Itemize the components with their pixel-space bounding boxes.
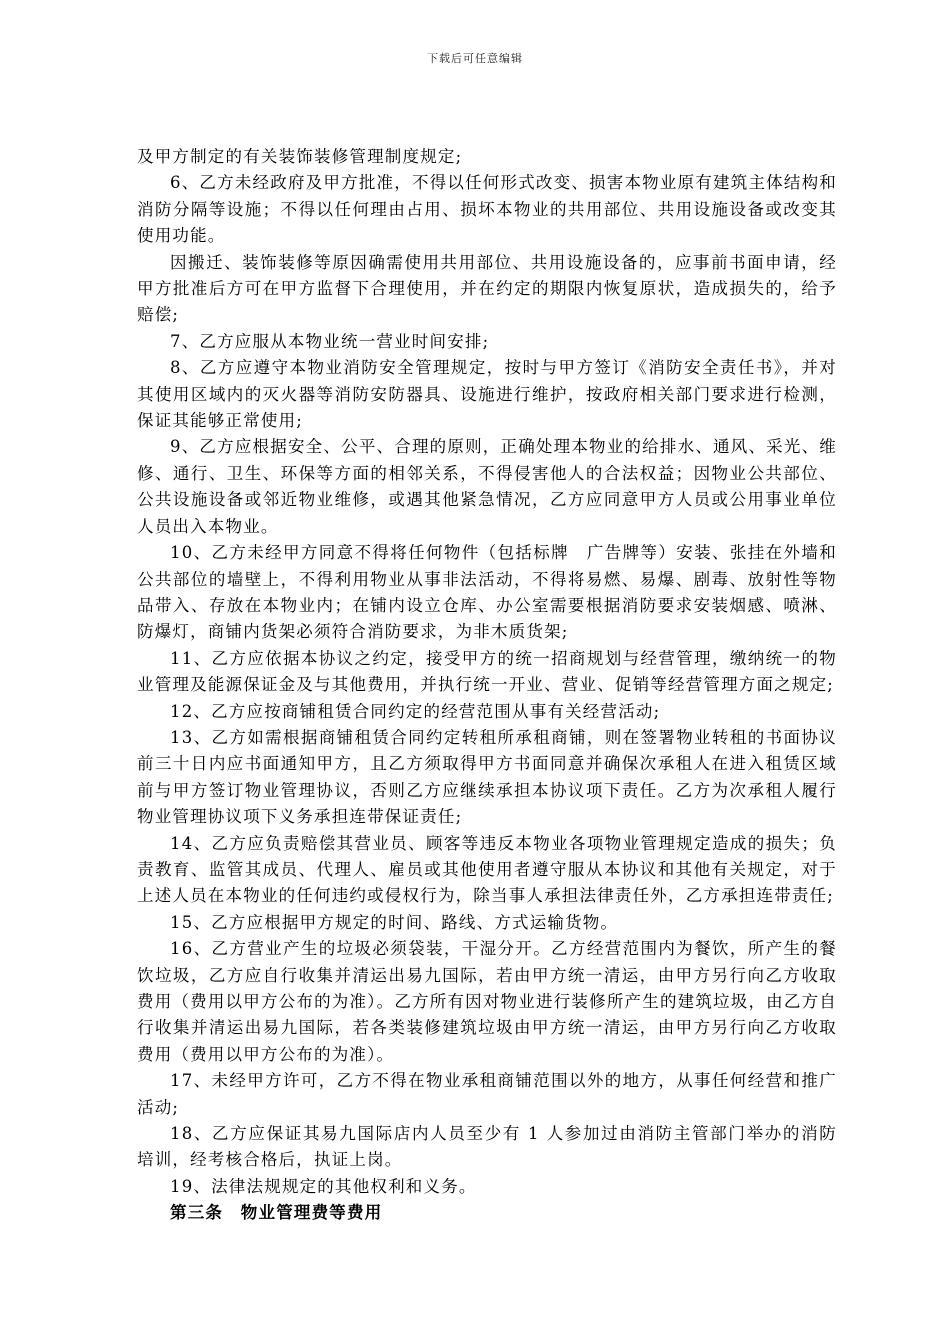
paragraph-clause-14: 14、乙方应负责赔偿其营业员、顾客等违反本物业各项物业管理规定造成的损失；负责教育、监管其成员、代理人、雇员或其他使用者遵守服从本协议和其他有关规定，对于上述人员在本物业的任何违约或侵权行为，除当事人承担法律责任外，乙方承担连带责任;	[137, 833, 837, 906]
paragraph-clause-15: 15、乙方应根据甲方规定的时间、路线、方式运输货物。	[170, 912, 619, 932]
paragraph-clause-7: 7、乙方应服从本物业统一营业时间安排;	[170, 331, 490, 351]
paragraph-clause-13: 13、乙方如需根据商铺租赁合同约定转租所承租商铺，则在签署物业转租的书面协议前三十日内应书面通知甲方，且乙方须取得甲方书面同意并确保次承租人在进入租赁区域前与甲方签订物业管理协议，否则乙方应继续承担本协议项下责任。乙方为次承租人履行物业管理协议项下义务承担连带保证责任;	[137, 727, 837, 827]
paragraph-clause-12: 12、乙方应按商铺租赁合同约定的经营范围从事有关经营活动;	[170, 701, 661, 721]
paragraph-clause-11: 11、乙方应依据本协议之约定，接受甲方的统一招商规划与经营管理，缴纳统一的物业管理及能源保证金及与其他费用，并执行统一开业、营业、促销等经营管理方面之规定;	[137, 648, 837, 695]
paragraph-clause-19: 19、法律法规规定的其他权利和义务。	[170, 1176, 477, 1196]
page-header: 下载后可任意编辑	[427, 52, 523, 65]
paragraph-clause-6: 6、乙方未经政府及甲方批准，不得以任何形式改变、损害本物业原有建筑主体结构和消防分隔等设施；不得以任何理由占用、损坏本物业的共用部位、共用设施设备或改变其使用功能。	[137, 173, 837, 246]
paragraph-clause-10: 10、乙方未经甲方同意不得将任何物件（包括标牌 广告牌等）安装、张挂在外墙和公共部位的墙壁上，不得利用物业从事非法活动，不得将易燃、易爆、剧毒、放射性等物品带入、存放在本物业内；在铺内设立仓库、办公室需要根据消防要求安装烟感、喷淋、防爆灯，商铺内货架必须符合消防要求，为非木质货架;	[137, 543, 837, 642]
paragraph-clause-9: 9、乙方应根据安全、公平、合理的原则，正确处理本物业的给排水、通风、采光、维修、通行、卫生、环保等方面的相邻关系，不得侵害他人的合法权益；因物业公共部位、公共设施设备或邻近物业维修，或遇其他紧急情况，乙方应同意甲方人员或公用事业单位人员出入本物业。	[137, 437, 837, 536]
document-body	[137, 144, 837, 1227]
paragraph-clause-8: 8、乙方应遵守本物业消防安全管理规定，按时与甲方签订《消防安全责任书》，并对其使用区域内的灭火器等消防安防器具、设施进行维护，按政府相关部门要求进行检测，保证其能够正常使用;	[137, 358, 837, 431]
section-heading: 第三条 物业管理费等费用	[170, 1203, 383, 1223]
paragraph: 及甲方制定的有关装饰装修管理制度规定;	[137, 147, 463, 166]
paragraph-clause-16: 16、乙方营业产生的垃圾必须袋装，干湿分开。乙方经营范围内为餐饮，所产生的餐饮垃圾，乙方应自行收集并清运出易九国际，若由甲方统一清运，由甲方另行向乙方收取费用（费用以甲方公布的为准）。乙方所有因对物业进行装修所产生的建筑垃圾，由乙方自行收集并清运出易九国际，若各类装修建筑垃圾由甲方统一清运，由甲方另行向乙方收取费用（费用以甲方公布的为准）。	[137, 939, 837, 1064]
paragraph-clause-17: 17、未经甲方许可，乙方不得在物业承租商铺范围以外的地方，从事任何经营和推广活动;	[137, 1071, 837, 1117]
paragraph-clause-6-continued: 因搬迁、装饰装修等原因确需使用共用部位、共用设施设备的，应事前书面申请，经甲方批准后方可在甲方监督下合理使用，并在约定的期限内恢复原状，造成损失的，给予赔偿;	[137, 252, 837, 325]
paragraph-clause-18: 18、乙方应保证其易九国际店内人员至少有 1 人参加过由消防主管部门举办的消防培训，经考核合格后，执证上岗。	[137, 1124, 837, 1170]
